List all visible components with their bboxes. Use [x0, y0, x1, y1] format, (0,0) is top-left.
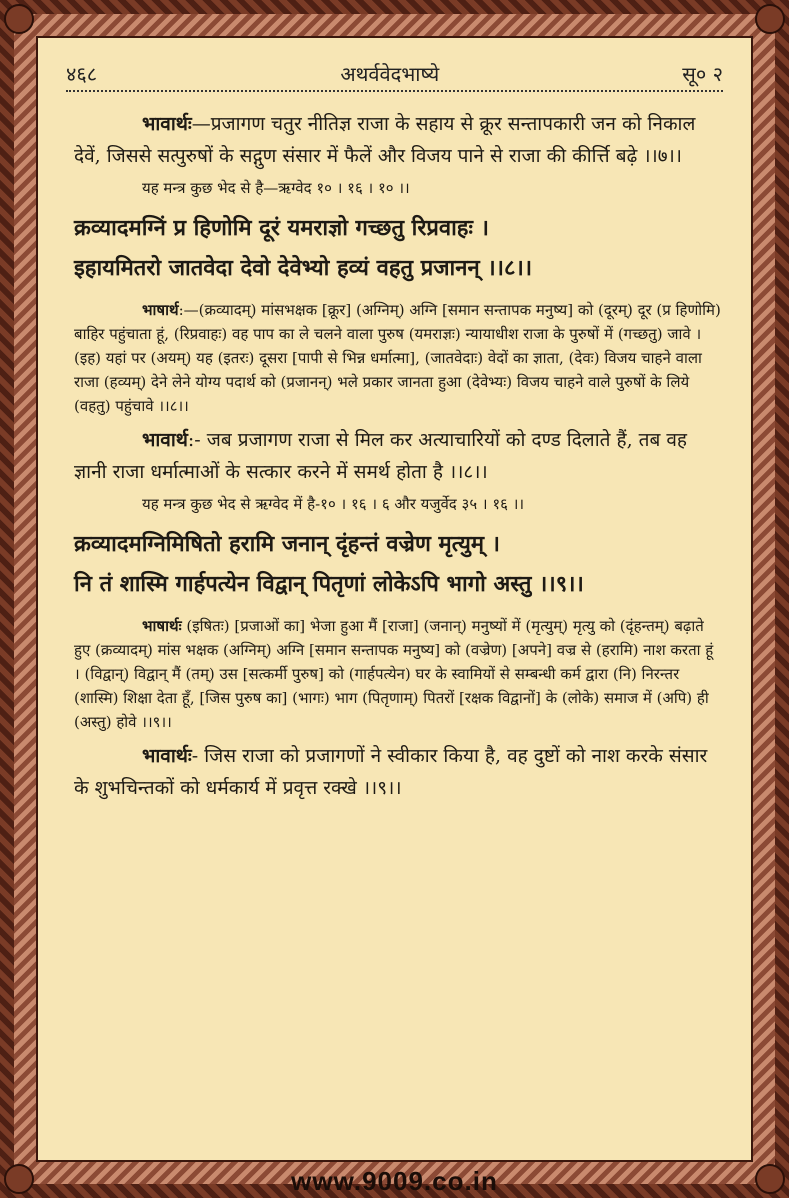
mantra-line: क्रव्यादमग्निं प्र हिणोमि दूरं यमराज्ञो गच्छतु रिप्रवाहः । [74, 215, 489, 241]
bhashya-paragraph [74, 298, 723, 418]
bhavartha-text: :- जब प्रजागण राजा से मिल कर अत्याचारियों को दण्ड दिलाते हैं, तब वह ज्ञानी राजा धर्मात्माओं के सत्कार करने में समर्थ होता है ।।८।। [74, 429, 688, 483]
bhashya-paragraph [74, 614, 723, 734]
bhashya-text: (इषितः) [प्रजाओं का] भेजा हुआ मैं [राजा] (जनान्) मनुष्यों में (मृत्युम्) मृत्यु को (दृंहन्तम्) बढ़ाते हुए (क्रव्यादम्) मांस भक्षक (अग्निम्) अग्नि [समान सन्तापक मनुष्य] को (वज्रेण) [अपने] वज्र से (हरामि) नाश करता हूं । (विद्वान्) विद्वान् मैं (तम्) उस [सत्कर्मी पुरुष] को (गार्हपत्येन) घर के स्वामियों से सम्बन्धी कर्म द्वारा (नि) निरन्तर (शास्मि) शिक्षा देता हूँ, [जिस पुरुष का] (भागः) भाग (पितृणाम्) पितरों [रक्षक विद्वानों] के (लोके) समाज में (अपि) ही (अस्तु) होवे ।।९।। [74, 617, 714, 731]
bhavartha-paragraph [74, 108, 723, 172]
corner-ornament-icon [4, 4, 34, 34]
mantra-line: इहायमितरो जातवेदा देवो देवेभ्यो हव्यं वहतु प्रजानन् ।।८।। [74, 255, 533, 281]
bhavartha-text: —प्रजागण चतुर नीतिज्ञ राजा के सहाय से क्रूर सन्तापकारी जन को निकाल देवें, जिससे सत्पुरुषों के सद्गुण संसार में फैलें और विजय पाने से राजा की कीर्त्ति बढ़े ।।७।। [74, 113, 696, 167]
bhavartha-text: - जिस राजा को प्रजागणों ने स्वीकार किया है, वह दुष्टों को नाश करके संसार के शुभचिन्तकों को धर्मकार्य में प्रवृत्त रक्खे ।।९।। [74, 745, 708, 799]
bhavartha-label: भावार्थ [142, 429, 188, 451]
page-header [66, 56, 723, 92]
reference-note: यह मन्त्र कुछ भेद से है—ऋग्वेद १० । १६ । १० ।। [142, 179, 410, 197]
corner-ornament-icon [755, 4, 785, 34]
bhavartha-paragraph [74, 740, 723, 804]
website-url[interactable]: www.9009.co.in [291, 1166, 498, 1196]
sukta-number: सू० २ [682, 61, 723, 86]
book-page [36, 36, 753, 1162]
mantra-line: नि तं शास्मि गार्हपत्येन विद्वान् पितृणां लोकेऽपि भागो अस्तु ।।९।। [74, 571, 584, 597]
bhavartha-label: भावार्थः [142, 113, 192, 135]
mantra-line: क्रव्यादमग्निमिषितो हरामि जनान् दृंहन्तं वज्रेण मृत्युम् । [74, 531, 500, 557]
bhavartha-label: भावार्थः [142, 745, 192, 767]
bhashya-label: भाषार्थ [142, 301, 179, 319]
reference-note: यह मन्त्र कुछ भेद से ऋग्वेद में है-१० । १६ । ६ और यजुर्वेद ३५ । १६ ।। [142, 495, 525, 513]
book-title: अथर्ववेदभाष्ये [340, 61, 440, 86]
bhashya-label: भाषार्थः [142, 617, 182, 635]
bhashya-text: :—(क्रव्यादम्) मांसभक्षक [क्रूर] (अग्निम्) अग्नि [समान सन्तापक मनुष्य] को (दूरम्) दूर (प्र हिणोमि) बाहिर पहुंचाता हूं, (रिप्रवाहः) वह पाप का ले चलने वाला पुरुष (यमराज्ञः) न्यायाधीश राजा के पुरुषों में (गच्छतु) जावे । (इह) यहां पर (अयम्) यह (इतरः) दूसरा [पापी से भिन्न धर्मात्मा], (जातवेदाः) वेदों का ज्ञाता, (देवः) विजय चाहने वाला राजा (हव्यम्) देने लेने योग्य पदार्थ को (प्रजानन्) भले प्रकार जानता हुआ (देवेभ्यः) विजय चाहने वाले पुरुषों के लिये (वहतु) पहुंचावे ।।८।। [74, 301, 721, 415]
page-number: ४६८ [66, 61, 98, 86]
bhavartha-paragraph [74, 424, 723, 488]
page-body [74, 108, 723, 810]
